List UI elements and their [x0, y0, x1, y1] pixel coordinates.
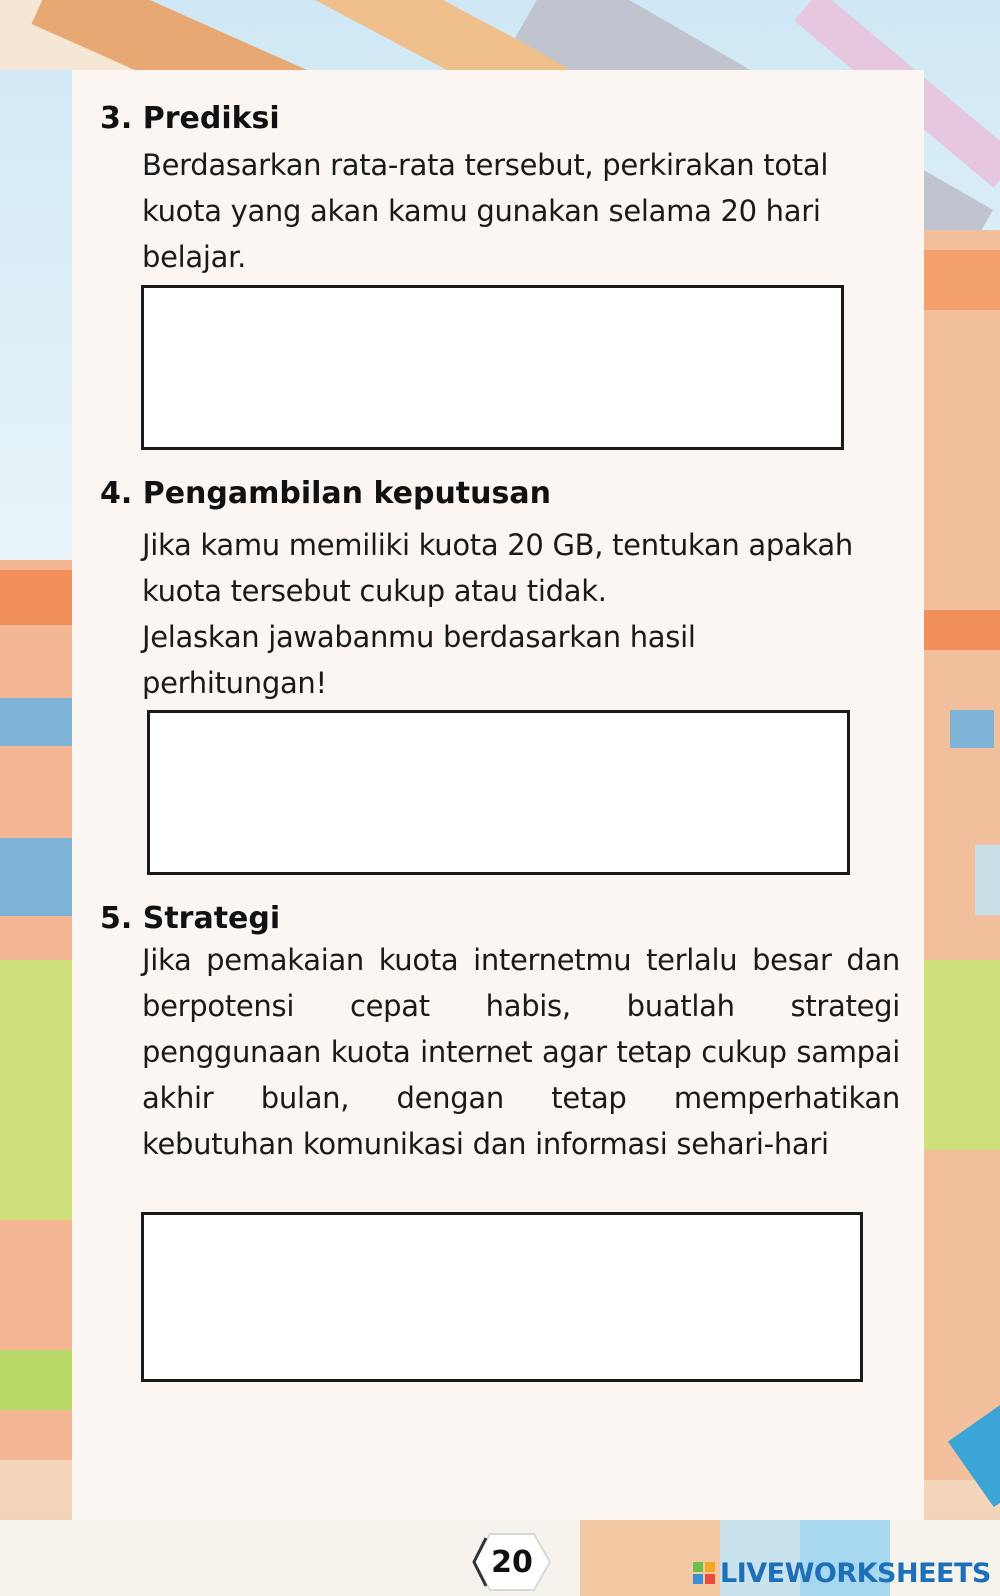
- section-3-heading: 3. Prediksi: [100, 101, 280, 136]
- answer-box-4[interactable]: [147, 710, 850, 875]
- brand-name: LIVEWORKSHEETS: [720, 1557, 991, 1589]
- liveworksheets-logo-icon: [692, 1561, 716, 1585]
- answer-box-3[interactable]: [141, 285, 844, 450]
- page-number: 20: [491, 1544, 533, 1580]
- section-4-question: Jika kamu memiliki kuota 20 GB, tentukan apakah kuota tersebut cukup atau tidak. Jelaskan jawabanmu berdasarkan hasil perhitungan!: [142, 528, 853, 700]
- liveworksheets-brand: [692, 1553, 991, 1593]
- section-5-question: Jika pemakaian kuota internetmu terlalu besar dan berpotensi cepat habis, buatlah strategi penggunaan kuota internet agar tetap cukup sampai akhir bulan, dengan tetap memperhatikan kebutuhan komunikasi dan informasi sehari-hari: [142, 943, 900, 1161]
- section-3-question: Berdasarkan rata-rata tersebut, perkirakan total kuota yang akan kamu gunakan selama 20 hari belajar.: [142, 148, 829, 274]
- section-4-heading: 4. Pengambilan keputusan: [100, 476, 551, 511]
- page-number-badge: [472, 1532, 552, 1592]
- answer-box-5[interactable]: [141, 1212, 863, 1382]
- section-5-heading: 5. Strategi: [100, 901, 281, 936]
